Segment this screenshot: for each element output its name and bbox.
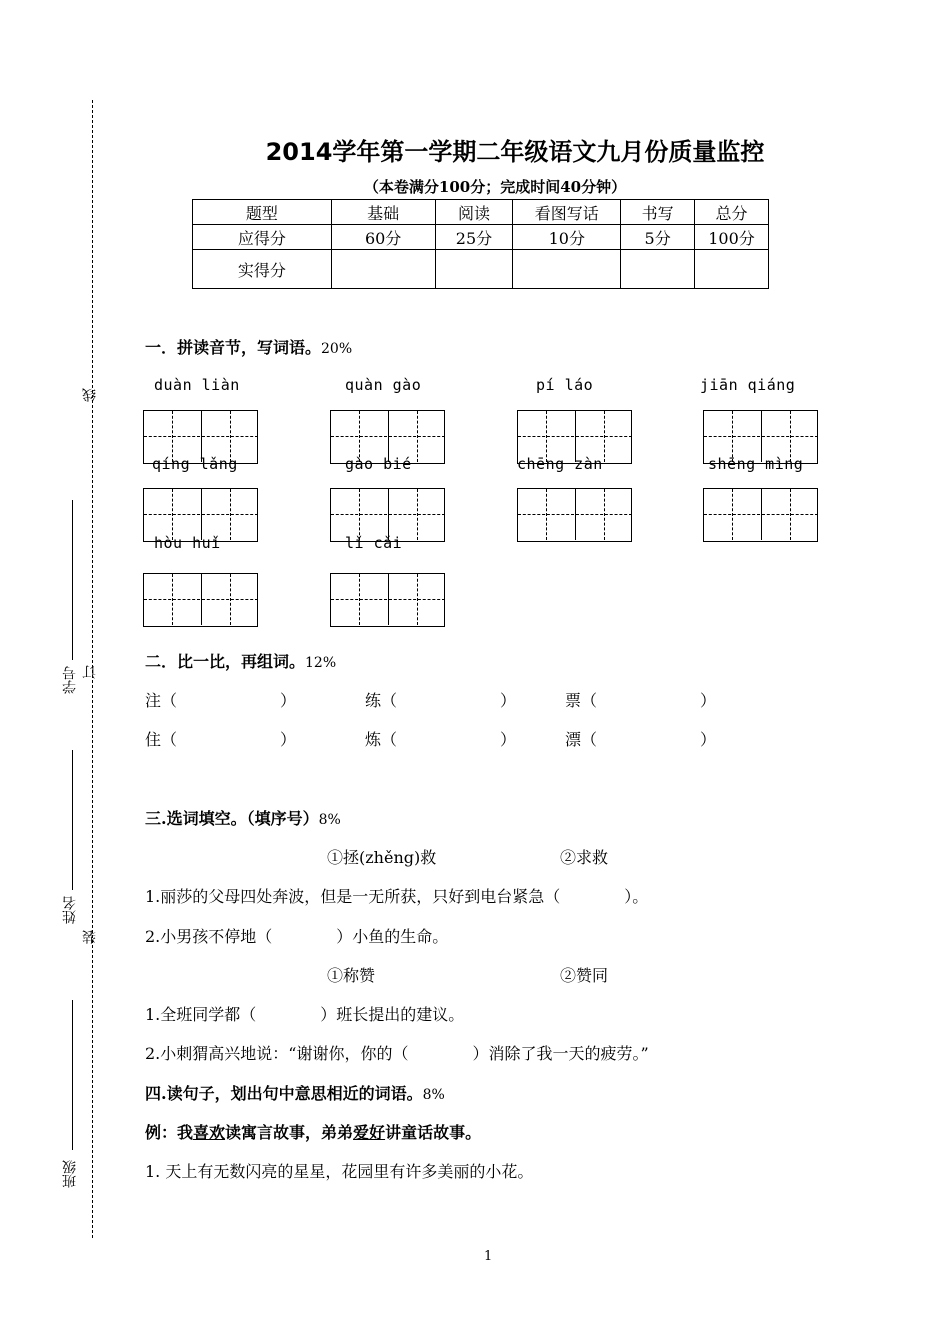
score-due-cell: 5分 <box>621 225 695 250</box>
score-got-label: 实得分 <box>193 250 332 289</box>
score-header-cell: 题型 <box>193 200 332 225</box>
score-due-cell: 应得分 <box>193 225 332 250</box>
compare-word-open: 注（ <box>145 691 178 710</box>
compare-word-open: 住（ <box>145 730 178 749</box>
margin-label-class: 班级 <box>62 1160 78 1188</box>
pinyin-label: pí láo <box>536 376 594 394</box>
section1-heading <box>145 335 352 358</box>
compare-word-close: ） <box>280 730 297 749</box>
writing-grid[interactable] <box>330 573 445 627</box>
fill-question: 1.丽莎的父母四处奔波，但是一无所获，只好到电台紧急（ ）。 <box>145 887 649 906</box>
word-option: ①称赞 <box>327 966 376 985</box>
sentence-question: 1. 天上有无数闪亮的星星，花园里有许多美丽的小花。 <box>145 1162 534 1181</box>
pinyin-label: duàn liàn <box>154 376 240 394</box>
section4-pct: 8% <box>422 1087 445 1103</box>
pinyin-label: quàn gào <box>345 376 422 394</box>
example-text: 例：我 <box>145 1123 194 1142</box>
score-due-cell: 25分 <box>435 225 513 250</box>
pinyin-label: chēng zàn <box>517 455 603 473</box>
example-underlined-word: 喜欢 <box>193 1123 226 1142</box>
score-got-cell[interactable] <box>695 250 769 289</box>
score-due-cell: 60分 <box>331 225 435 250</box>
pinyin-label: lǐ cǎi <box>345 534 403 552</box>
example-sentence <box>145 1120 481 1143</box>
fill-question: 2.小刺猬高兴地说：“谢谢你，你的（ ）消除了我一天的疲劳。” <box>145 1044 649 1063</box>
word-option: ①拯(zhěng)救 <box>327 848 437 867</box>
compare-word-close: ） <box>280 691 297 710</box>
pinyin-label: jiān qiáng <box>700 376 796 394</box>
compare-word-open: 漂（ <box>565 730 598 749</box>
score-header-cell: 总分 <box>695 200 769 225</box>
score-got-row <box>193 250 769 289</box>
section4-heading <box>145 1081 445 1104</box>
score-got-cell[interactable] <box>331 250 435 289</box>
score-due-cell: 10分 <box>513 225 621 250</box>
pinyin-label: shēng mìng <box>708 455 804 473</box>
example-text: 讲童话故事。 <box>385 1123 482 1142</box>
student-no-blank[interactable] <box>72 500 73 660</box>
score-header-row <box>193 200 769 225</box>
compare-word-open: 票（ <box>565 691 598 710</box>
section2-heading <box>145 649 336 672</box>
name-blank[interactable] <box>72 750 73 890</box>
score-got-cell[interactable] <box>621 250 695 289</box>
margin-label-line: 线 <box>82 388 98 402</box>
writing-grid[interactable] <box>517 488 632 542</box>
page-number: 1 <box>484 1249 493 1264</box>
writing-grid[interactable] <box>703 488 818 542</box>
section3-title: 三.选词填空。（填序号） <box>145 809 319 828</box>
word-option: ②求救 <box>560 848 609 867</box>
score-header-cell: 看图写话 <box>513 200 621 225</box>
section1-title: 一．拼读音节，写词语。 <box>145 338 322 357</box>
section2-title: 二．比一比，再组词。 <box>145 652 306 671</box>
page-subtitle: （本卷满分100分；完成时间40分钟） <box>363 178 627 196</box>
writing-grid[interactable] <box>143 573 258 627</box>
score-due-cell: 100分 <box>695 225 769 250</box>
section2-pct: 12% <box>305 655 337 671</box>
pinyin-label: hòu huǐ <box>154 534 221 552</box>
compare-word-close: ） <box>700 730 717 749</box>
compare-word-open: 练（ <box>365 691 398 710</box>
margin-label-name: 姓名 <box>62 896 78 924</box>
pinyin-label: gào bié <box>345 455 412 473</box>
section3-heading <box>145 806 341 829</box>
class-blank[interactable] <box>72 1000 73 1150</box>
word-option: ②赞同 <box>560 966 609 985</box>
compare-word-close: ） <box>500 730 517 749</box>
pinyin-label: qíng lǎng <box>152 455 238 473</box>
fill-question: 2.小男孩不停地（ ）小鱼的生命。 <box>145 927 449 946</box>
compare-word-open: 炼（ <box>365 730 398 749</box>
score-got-cell[interactable] <box>513 250 621 289</box>
section1-pct: 20% <box>321 341 353 357</box>
score-got-cell[interactable] <box>435 250 513 289</box>
page-title: 2014学年第一学期二年级语文九月份质量监控 <box>265 138 765 166</box>
score-table <box>192 199 769 289</box>
example-text: 读寓言故事，弟弟 <box>225 1123 354 1142</box>
margin-label-student-no: 学号 <box>62 666 78 694</box>
margin-label-bind: 订 <box>82 665 98 679</box>
margin-label-seal: 装 <box>82 930 98 944</box>
compare-word-close: ） <box>700 691 717 710</box>
score-header-cell: 基础 <box>331 200 435 225</box>
compare-word-close: ） <box>500 691 517 710</box>
example-underlined-word: 爱好 <box>353 1123 386 1142</box>
score-header-cell: 书写 <box>621 200 695 225</box>
section4-title: 四.读句子，划出句中意思相近的词语。 <box>145 1084 423 1103</box>
section3-pct: 8% <box>318 812 341 828</box>
fill-question: 1.全班同学都（ ）班长提出的建议。 <box>145 1005 465 1024</box>
score-header-cell: 阅读 <box>435 200 513 225</box>
score-due-row <box>193 225 769 250</box>
